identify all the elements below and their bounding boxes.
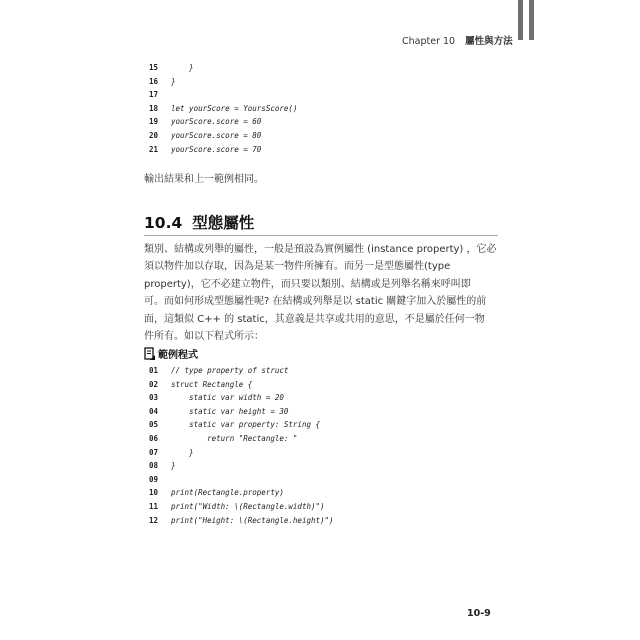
code-file-icon: [144, 347, 156, 364]
line-number: 03: [148, 393, 158, 403]
chapter-label: Chapter 10: [402, 36, 456, 47]
code-text: print("Height: \(Rectangle.height)"): [171, 515, 334, 525]
body-paragraph: [144, 241, 500, 345]
line-number: 21: [148, 144, 158, 154]
line-number: 19: [148, 117, 158, 127]
line-number: 01: [148, 366, 158, 375]
body-line: 須以物件加以存取，因為是某一物件所擁有。而另一是型態屬性(type: [144, 261, 451, 273]
decorative-bars: [518, 0, 534, 40]
line-number: 08: [148, 461, 158, 471]
body-line: 面，這類似 C++ 的 static，其意義是共享或共用的意思，不是屬於任何一物: [144, 313, 485, 325]
code-text: // type property of struct: [171, 366, 289, 375]
code-text: static var height = 30: [171, 406, 289, 416]
line-number: 20: [148, 130, 158, 140]
code-text: yourScore.score = 80: [171, 130, 262, 140]
code-text: static var width = 20: [171, 393, 284, 403]
code-text: }: [171, 461, 176, 471]
section-number: 10.4: [144, 214, 183, 232]
line-number: 18: [148, 103, 158, 113]
code-text: yourScore.score = 70: [171, 144, 262, 154]
code-text: }: [171, 76, 176, 86]
line-number: 10: [148, 488, 158, 498]
line-number: 16: [148, 76, 158, 86]
code-text: return "Rectangle: ": [171, 433, 298, 443]
code-text: struct Rectangle {: [171, 379, 253, 389]
code-text: print(Rectangle.property): [171, 488, 284, 498]
line-number: 11: [148, 501, 158, 511]
example-label-text: 範例程式: [158, 350, 198, 361]
result-text: 輸出結果和上一範例相同。: [144, 174, 264, 185]
body-line: 類別、結構或列舉的屬性，一般是預設為實例屬性 (instance property) ，它必: [144, 244, 497, 255]
line-number: 07: [148, 447, 158, 457]
code-text: let yourScore = YoursScore(): [171, 103, 298, 113]
line-number: 15: [148, 63, 158, 72]
line-number: 02: [148, 379, 158, 389]
line-number: 05: [148, 420, 158, 430]
decorative-bar: [529, 0, 534, 40]
running-header: [402, 33, 513, 47]
section-title: 型態屬性: [192, 214, 255, 232]
code-text: }: [171, 447, 194, 457]
line-number: 04: [148, 406, 158, 416]
chapter-title: 屬性與方法: [465, 36, 513, 47]
code-text: yourScore.score = 60: [171, 117, 262, 127]
code-text: static var property: String {: [171, 420, 321, 430]
line-number: 12: [148, 515, 158, 525]
decorative-bar: [518, 0, 523, 40]
code-text: }: [171, 63, 194, 72]
line-number: 17: [148, 90, 158, 100]
body-line: property)，它不必建立物件，而只要以類別、結構或是列舉名稱來呼叫即: [144, 278, 471, 290]
page-number: 10-9: [467, 608, 491, 619]
body-line: 可。而如何形成型態屬性呢? 在結構或列舉是以 static 關鍵字加入於屬性的前: [144, 296, 487, 308]
body-line: 件所有。如以下程式所示：: [144, 330, 264, 342]
example-label: [144, 346, 198, 364]
code-text: print("Width: \(Rectangle.width)"): [171, 501, 325, 511]
line-number: 09: [148, 474, 158, 484]
section-heading: [144, 211, 498, 236]
line-number: 06: [148, 433, 158, 443]
